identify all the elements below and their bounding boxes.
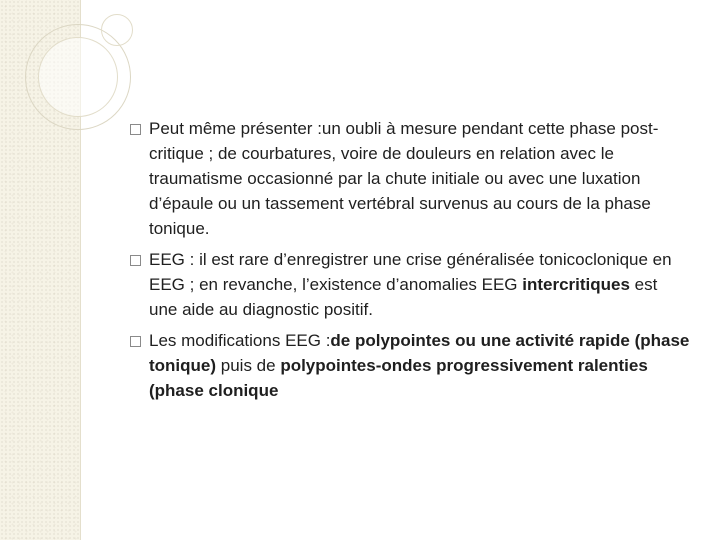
bullet-box-icon [130, 124, 141, 135]
bullet-item-3 [130, 328, 690, 403]
bullet-text: puis de [216, 356, 281, 375]
bullet-text: Les modifications EEG : [149, 331, 331, 350]
bullet-box-icon [130, 255, 141, 266]
bullet-bold-text: de polypointes ou une activité rapide (phase tonique) [149, 331, 690, 375]
bullet-bold-text: polypointes-ondes progressivement ralenties (phase clonique [149, 356, 648, 400]
bullet-text: Peut même présenter :un oubli à mesure pendant cette phase post-critique ; de courbatures, voire de douleurs en relation avec le traumatisme occasionné par la chute initiale ou avec une luxation d’épaule ou un tassement vertébral survenus au cours de la phase tonique. [149, 119, 659, 238]
bullet-item-1 [130, 116, 690, 241]
bullet-text: est une aide au diagnostic positif. [149, 275, 658, 319]
bullet-list [130, 116, 690, 409]
decorative-side-strip [0, 0, 81, 540]
bullet-bold-text: intercritiques [522, 275, 630, 294]
decorative-circle-small [101, 14, 133, 46]
bullet-box-icon [130, 336, 141, 347]
bullet-item-2 [130, 247, 690, 322]
bullet-text: EEG : il est rare d’enregistrer une crise généralisée tonicoclonique en EEG ; en revanche, l’existence d’anomalies EEG [149, 250, 672, 294]
